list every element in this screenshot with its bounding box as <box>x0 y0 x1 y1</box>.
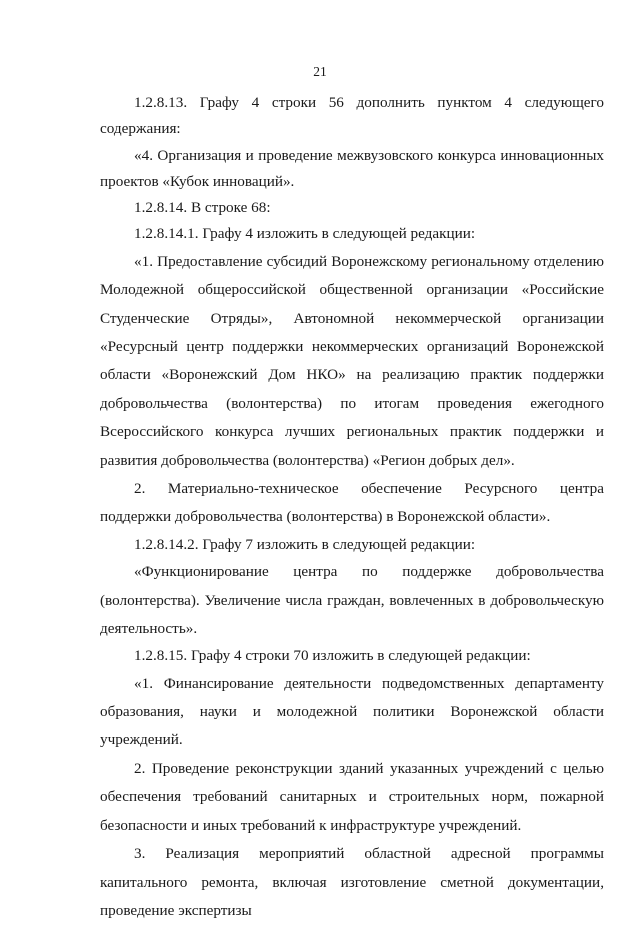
paragraph-materialno-tekhnicheskoe: 2. Материально-техническое обеспечение Ресурсного центра поддержки добровольчества (волонтерства) в Воронежской области». <box>100 480 604 526</box>
paragraph-1-2-8-13: 1.2.8.13. Графу 4 строки 56 дополнить пунктом 4 следующего содержания: <box>100 94 604 138</box>
paragraph-subsidii: «1. Предоставление субсидий Воронежскому региональному отделению Молодежной общероссийской общественной организации «Российские Студенческие Отряды», Автономной некоммерческой организации «Ресурсный центр поддержки некоммерческих организаций Воронежской области «Воронежский Дом НКО» на реализацию практик поддержки добровольчества (волонтерства) по итогам проведения ежегодного Всероссийского конкурса лучших региональных практик поддержки и развития добровольчества (волонтерства) «Регион добрых дел». <box>100 252 604 469</box>
paragraph-1-2-8-15: 1.2.8.15. Графу 4 строки 70 изложить в следующей редакции: <box>134 647 531 665</box>
paragraph-kubok-innovatsiy: «4. Организация и проведение межвузовского конкурса инновационных проектов «Кубок инноваций». <box>100 146 604 190</box>
paragraph-kapitalnyy-remont: 3. Реализация мероприятий областной адресной программы капитального ремонта, включая изготовление сметной документации, проведение экспертизы <box>100 845 604 919</box>
paragraph-1-2-8-14-1: 1.2.8.14.1. Графу 4 изложить в следующей редакции: <box>134 225 476 243</box>
paragraph-1-2-8-14: 1.2.8.14. В строке 68: <box>134 199 271 217</box>
paragraph-finansirovanie: «1. Финансирование деятельности подведомственных департаменту образования, науки и молодежной политики Воронежской области учреждений. <box>100 674 604 749</box>
paragraph-1-2-8-14-2: 1.2.8.14.2. Графу 7 изложить в следующей редакции: <box>134 535 476 553</box>
paragraph-rekonstruktsiya: 2. Проведение реконструкции зданий указанных учреждений с целью обеспечения требований санитарных и строительных норм, пожарной безопасности и иных требований к инфраструктуре учреждений. <box>100 759 604 834</box>
document-body <box>100 90 604 925</box>
page-number: 21 <box>313 64 327 79</box>
paragraph-funktsionirovanie: «Функционирование центра по поддержке добровольчества (волонтерства). Увеличение числа граждан, вовлеченных в добровольческую деятельность». <box>100 563 604 637</box>
